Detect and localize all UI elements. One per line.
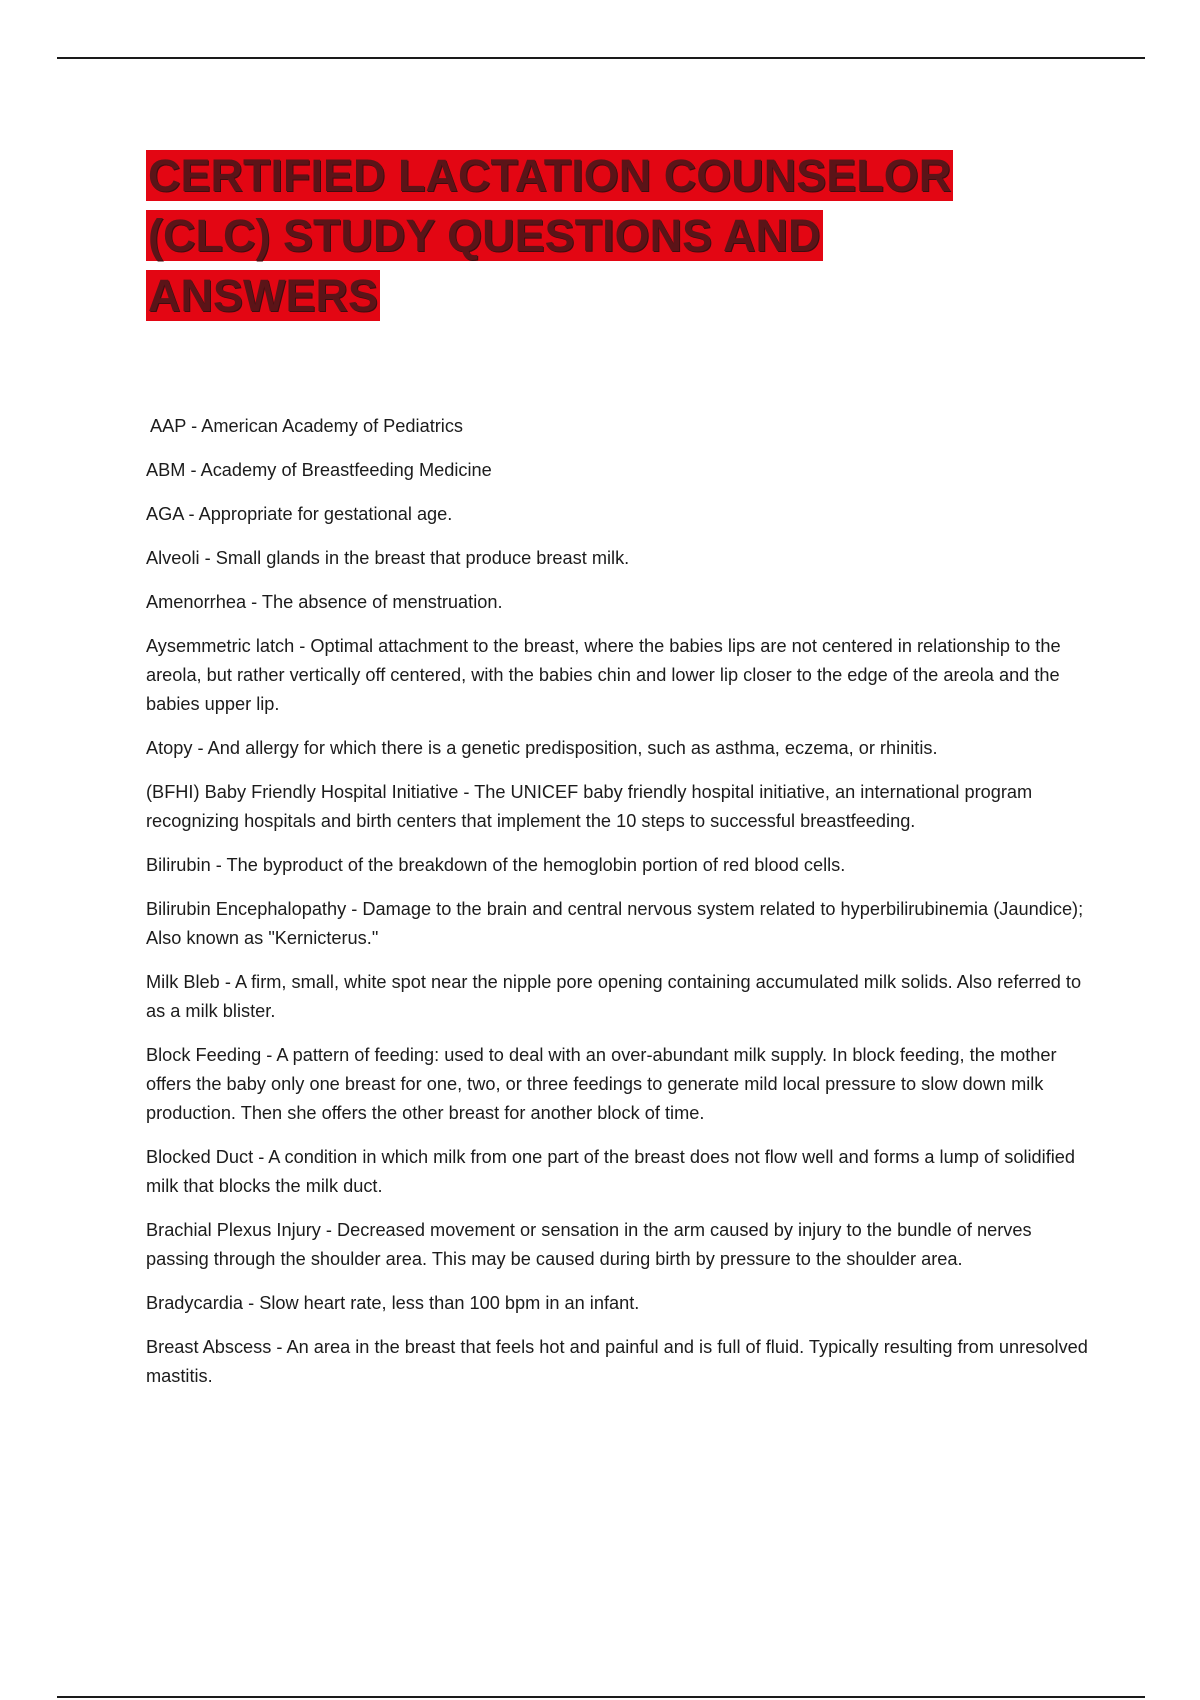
glossary-entry-aga: AGA - Appropriate for gestational age. (146, 504, 453, 524)
top-rule (57, 57, 1145, 59)
glossary-entry-alveoli: Alveoli - Small glands in the breast that produce breast milk. (146, 548, 630, 568)
glossary-entry-block-feeding: Block Feeding - A pattern of feeding: used to deal with an over-abundant milk supply. In block feeding, the mother offers the baby only one breast for one, two, or three feedings to generate mild local pressure to slow down milk production. Then she offers the other breast for another block of time. (146, 1045, 1057, 1123)
glossary-entry-abm: ABM - Academy of Breastfeeding Medicine (146, 460, 492, 480)
glossary-entry-blocked-duct: Blocked Duct - A condition in which milk from one part of the breast does not flow well and forms a lump of solidified milk that blocks the milk duct. (146, 1147, 1076, 1196)
bottom-rule (57, 1696, 1145, 1698)
glossary-entry-brachial-plexus-injury: Brachial Plexus Injury - Decreased movement or sensation in the arm caused by injury to the bundle of nerves passing through the shoulder area. This may be caused during birth by pressure to the shoulder area. (146, 1220, 1032, 1269)
glossary-entry-breast-abscess: Breast Abscess - An area in the breast that feels hot and painful and is full of fluid. Typically resulting from unresolved mastitis. (146, 1337, 1088, 1386)
title-line-2: (CLC) STUDY QUESTIONS AND (148, 210, 821, 261)
title-line-3: ANSWERS (148, 270, 379, 321)
glossary-entry-amenorrhea: Amenorrhea - The absence of menstruation. (146, 592, 503, 612)
glossary-entry-asymmetric-latch: Aysemmetric latch - Optimal attachment to the breast, where the babies lips are not centered in relationship to the areola, but rather vertically off centered, with the babies chin and lower lip closer to the edge of the areola and the babies upper lip. (146, 636, 1061, 714)
glossary-entry-milk-bleb: Milk Bleb - A firm, small, white spot near the nipple pore opening containing accumulated milk solids. Also referred to as a milk blister. (146, 972, 1082, 1021)
glossary-entry-atopy: Atopy - And allergy for which there is a genetic predisposition, such as asthma, eczema, or rhinitis. (146, 738, 938, 758)
glossary-entry-bfhi: (BFHI) Baby Friendly Hospital Initiative - The UNICEF baby friendly hospital initiative, an international program recognizing hospitals and birth centers that implement the 10 steps to successful breastfeeding. (146, 782, 1033, 831)
glossary-entry-bradycardia: Bradycardia - Slow heart rate, less than 100 bpm in an infant. (146, 1293, 640, 1313)
glossary-entry-bilirubin-encephalopathy: Bilirubin Encephalopathy - Damage to the brain and central nervous system related to hyperbilirubinemia (Jaundice); Also known as "Kernicterus." (146, 899, 1084, 948)
document-title (146, 146, 1066, 326)
glossary-list (146, 412, 1096, 1406)
title-line-1: CERTIFIED LACTATION COUNSELOR (148, 150, 952, 201)
glossary-entry-aap: AAP - American Academy of Pediatrics (150, 416, 464, 436)
glossary-entry-bilirubin: Bilirubin - The byproduct of the breakdown of the hemoglobin portion of red blood cells. (146, 855, 846, 875)
